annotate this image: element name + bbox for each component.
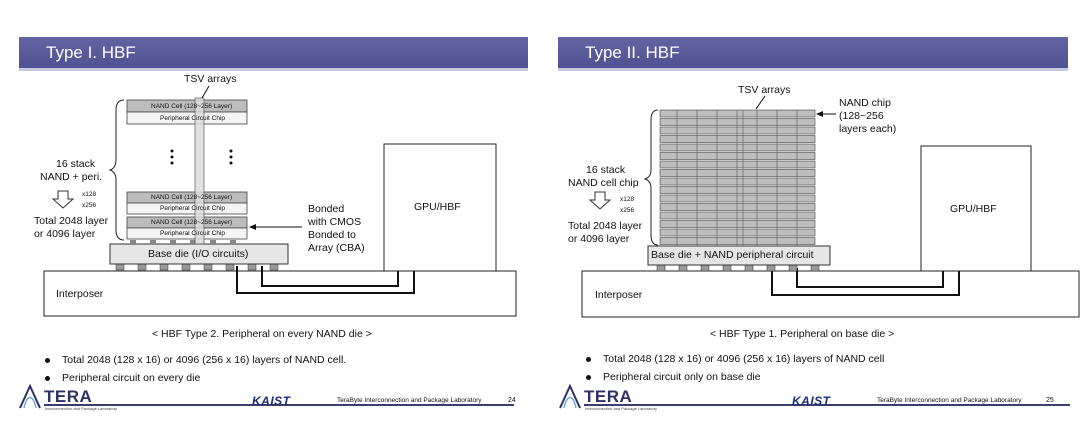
base-die-label: Base die + NAND peripheral circuit [651, 249, 814, 261]
nand-chip-line1: NAND chip [839, 97, 891, 109]
bonded-line3: Bonded to [308, 229, 356, 241]
nand-chip-stack [660, 110, 815, 245]
slide-title: Type II. HBF [558, 37, 1068, 68]
stack-brace [645, 110, 658, 245]
gpu-label: GPU/HBF [950, 203, 997, 215]
bullet-item: Peripheral circuit only on base die [583, 368, 884, 386]
nand-chip-line2: (128~256 [839, 110, 884, 122]
bonded-line4: Array (CBA) [308, 242, 365, 254]
microbumps [657, 265, 819, 271]
peripheral-label-top: Peripheral Circuit Chip [160, 115, 226, 122]
nand-cell-label-mid: NAND Cell (128~256 Layer) [151, 194, 233, 201]
stack-label-line1: 16 stack [56, 158, 96, 170]
down-arrow-icon [590, 192, 610, 209]
footer-lab-text: TeraByte Interconnection and Package Laboratory [337, 397, 482, 404]
figure-caption: < HBF Type 1. Peripheral on base die > [710, 328, 895, 340]
tera-logo [558, 384, 658, 415]
nand-chip-line3: layers each) [839, 123, 897, 135]
mult-128: x128 [82, 191, 97, 198]
stack-brace [110, 100, 124, 240]
total-line2: or 4096 layer [34, 228, 96, 240]
page-number: 24 [508, 397, 516, 404]
peripheral-label-mid: Peripheral Circuit Chip [160, 205, 226, 212]
total-line2: or 4096 layer [568, 233, 630, 245]
down-arrow-icon [53, 191, 73, 208]
base-die-label: Base die (I/O circuits) [148, 248, 249, 260]
tera-wordmark: TERA [44, 387, 93, 406]
tera-logo [18, 384, 118, 415]
gpu-label: GPU/HBF [414, 201, 461, 213]
tera-mark-icon [558, 384, 582, 410]
page-number: 25 [1046, 397, 1054, 404]
bonded-line2: with CMOS [308, 216, 362, 228]
interposer-label: Interposer [56, 288, 104, 300]
kaist-logo: KAIST [252, 394, 291, 408]
stack-label-line2: NAND cell chip [568, 177, 639, 189]
bullet-item: Total 2048 (128 x 16) or 4096 (256 x 16) layers of NAND cell. [42, 351, 346, 369]
slide-type-2 [540, 0, 1080, 434]
mult-128: x128 [620, 196, 635, 203]
peripheral-label-bottom: Peripheral Circuit Chip [160, 230, 226, 237]
microbumps [116, 264, 278, 270]
bonded-line1: Bonded [308, 203, 345, 215]
figure-caption: < HBF Type 2. Peripheral on every NAND die > [152, 328, 372, 340]
kaist-logo: KAIST [792, 394, 831, 408]
mult-256: x256 [82, 202, 97, 209]
tsv-label: TSV arrays [184, 73, 237, 85]
mult-256: x256 [620, 207, 635, 214]
bullet-item: Peripheral circuit on every die [42, 369, 346, 387]
interposer-label: Interposer [595, 289, 643, 301]
tera-mark-icon [18, 384, 42, 410]
total-line1: Total 2048 layer [34, 215, 109, 227]
bullet-list [583, 350, 884, 386]
total-line1: Total 2048 layer [568, 220, 643, 232]
nand-cell-label-top: NAND Cell (128~256 Layer) [151, 103, 233, 110]
bullet-list [42, 351, 346, 387]
tsv-label: TSV arrays [738, 84, 791, 96]
tera-subtext: Interconnection and Package Laboratory [585, 406, 658, 411]
bullet-item: Total 2048 (128 x 16) or 4096 (256 x 16) layers of NAND cell [583, 350, 884, 368]
tera-subtext: Interconnection and Package Laboratory [45, 406, 118, 411]
footer-lab-text: TeraByte Interconnection and Package Laboratory [877, 397, 1022, 404]
tera-wordmark: TERA [584, 387, 633, 406]
stack-label-line1: 16 stack [586, 164, 626, 176]
nand-cell-label-bottom: NAND Cell (128~256 Layer) [151, 219, 233, 226]
stack-label-line2: NAND + peri. [40, 171, 103, 183]
stack-bumps [130, 240, 236, 244]
slide-title: Type I. HBF [19, 37, 528, 68]
